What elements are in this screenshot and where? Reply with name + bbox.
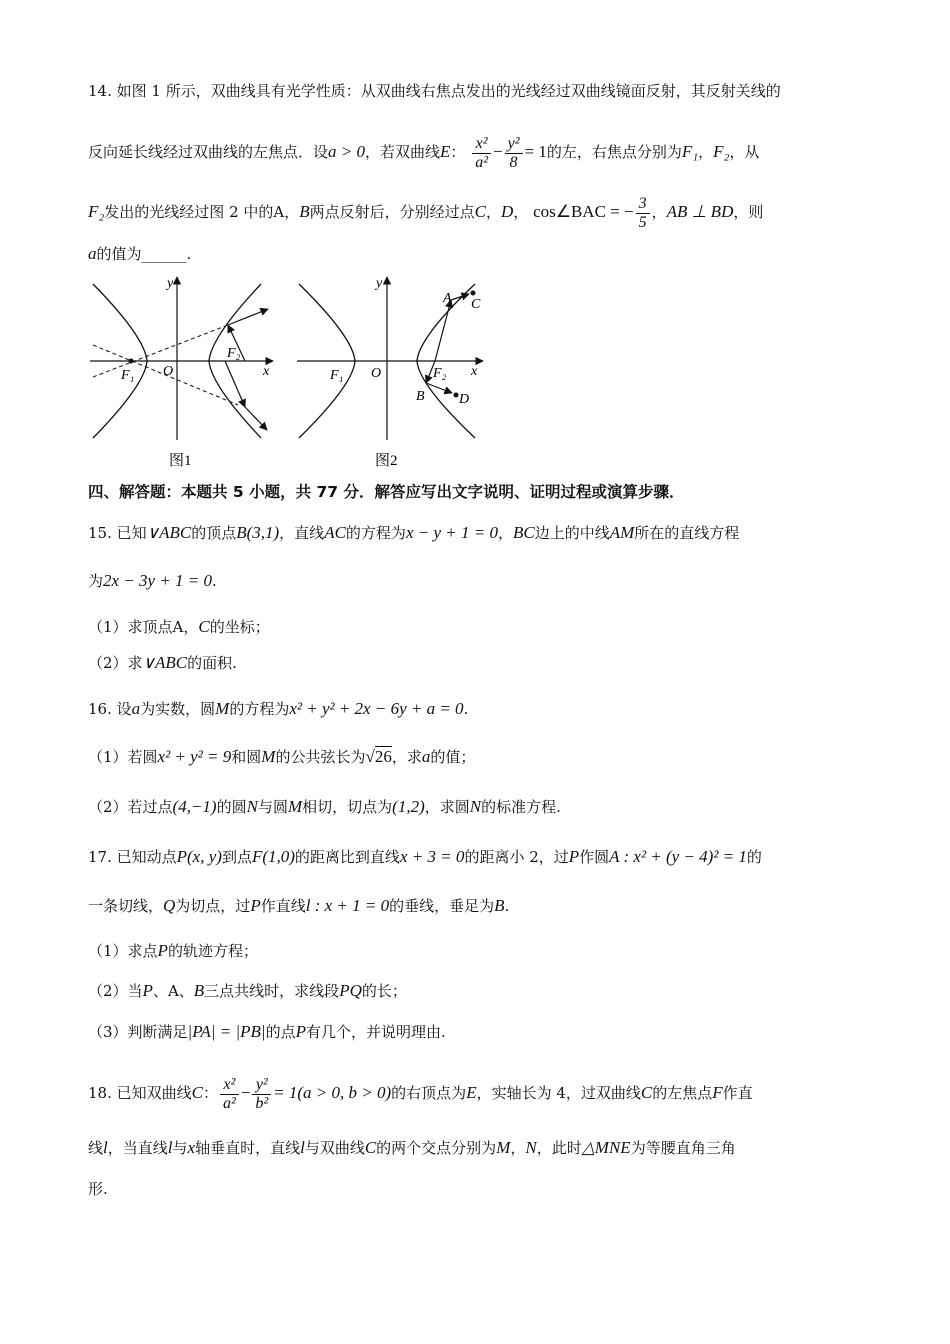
fraction-x2-a2: $\frac{\text{x²}}{\text{a²}}$	[472, 135, 491, 172]
fig1-ray-upper-out	[228, 309, 268, 325]
figure-2	[297, 276, 483, 469]
fig2-point-d	[454, 393, 459, 398]
fig1-label-f2: F₂	[227, 346, 241, 361]
fig2-label-b: B	[416, 389, 425, 404]
q14-line3: F₂发出的光线经过图 2 中的A，B两点反射后，分别经过点C，D， cos∠BAC = − $\frac{3}{5}$ ，AB ⊥ BD，则	[88, 194, 764, 231]
fig1-label-x: x	[263, 364, 270, 379]
fraction-3-5: $\frac{3}{5}$	[636, 195, 650, 232]
fraction-y2-8: $\frac{\text{y²}}{8}$	[505, 135, 523, 172]
q15-part2: （2）求∨ABC的面积.	[88, 653, 237, 672]
fig2-label-x: x	[471, 364, 478, 379]
figures	[85, 272, 495, 472]
fig2-label-a: A	[443, 291, 452, 306]
q14-line2: 反向延长线经过双曲线的左焦点．设a > 0，若双曲线E： $\frac{\text{x²}}{\text{a²}}$ − $\frac{\text{y²}}{8}$ = 1的左，右焦点分别为F₁，F₂，从	[88, 134, 760, 171]
q15-line1: 15. 已知∨ABC的顶点B(3,1)，直线AC的方程为x − y + 1 = 0，BC边上的中线AM所在的直线方程	[88, 523, 740, 542]
q17-line2: 一条切线，Q为切点，过P作直线l : x + 1 = 0的垂线，垂足为B.	[88, 896, 510, 915]
fig2-label-f1: F₁	[330, 368, 344, 383]
q17-part2: （2）当P、A、B三点共线时，求线段PQ的长；	[88, 981, 407, 1000]
q18-line1: 18. 已知双曲线C： $\frac{\text{x²}}{\text{a²}}$ − $\frac{\text{y²}}{\text{b²}}$ = 1(a > 0, b > 0)的右顶点为E，实轴长为 4，过双曲线C的左焦点F作直	[88, 1075, 753, 1112]
fig1-caption: 图1	[169, 453, 192, 469]
fig2-caption: 图2	[375, 453, 398, 469]
fig2-label-y: y	[376, 276, 383, 291]
q18-line3: 形.	[88, 1180, 108, 1198]
fraction-y2-b2: $\frac{\text{y²}}{\text{b²}}$	[252, 1076, 271, 1113]
q15-line2: 为2x − 3y + 1 = 0.	[88, 571, 217, 590]
fig2-label-c: C	[471, 297, 481, 312]
fig1-ray-lower-out	[245, 407, 267, 430]
fraction-x2-a2-q18: $\frac{\text{x²}}{\text{a²}}$	[220, 1076, 239, 1113]
q16-line1: 16. 设a为实数，圆M的方程为x² + y² + 2x − 6y + a = 0.	[88, 699, 469, 718]
fig2-label-f2: F₂	[433, 366, 447, 381]
fig1-dashed-upper	[93, 325, 228, 377]
q16-part1: （1）若圆x² + y² = 9和圆M的公共弦长为√26，求a的值；	[88, 747, 476, 766]
q17-part3: （3）判断满足|PA| = |PB|的点P有几个，并说明理由.	[88, 1022, 446, 1041]
fig2-point-c	[471, 291, 476, 296]
fig2-ray-to-a	[435, 300, 451, 361]
fig1-label-f1: F₁	[121, 368, 135, 383]
q17-line1: 17. 已知动点P(x, y)到点F(1,0)的距离比到直线x + 3 = 0的距离小 2，过P作圆A : x² + (y − 4)² = 1的	[88, 847, 762, 866]
fig2-label-o: O	[371, 366, 382, 381]
q14-line4: a的值为______.	[88, 244, 192, 263]
section-4-heading: 四、解答题：本题共 5 小题，共 77 分．解答应写出文字说明、证明过程或演算步骤．	[88, 483, 685, 501]
q14-line1: 14. 如图 1 所示，双曲线具有光学性质：从双曲线右焦点发出的光线经过双曲线镜面反射，其反射关线的	[88, 82, 781, 100]
fig1-focus-f1	[129, 359, 134, 364]
q15-part1: （1）求顶点A，C的坐标；	[88, 617, 270, 636]
q17-part1: （1）求点P的轨迹方程；	[88, 941, 258, 960]
q18-line2: 线l，当直线l与x轴垂直时，直线l与双曲线C的两个交点分别为M，N，此时△MNE为等腰直角三角	[88, 1138, 736, 1157]
figure-1	[90, 276, 273, 469]
q16-part2: （2）若过点(4,−1)的圆N与圆M相切，切点为(1,2)，求圆N的标准方程.	[88, 797, 561, 816]
fig1-label-o: O	[163, 364, 174, 379]
fig2-label-d: D	[459, 392, 470, 407]
fig1-label-y: y	[167, 276, 174, 291]
